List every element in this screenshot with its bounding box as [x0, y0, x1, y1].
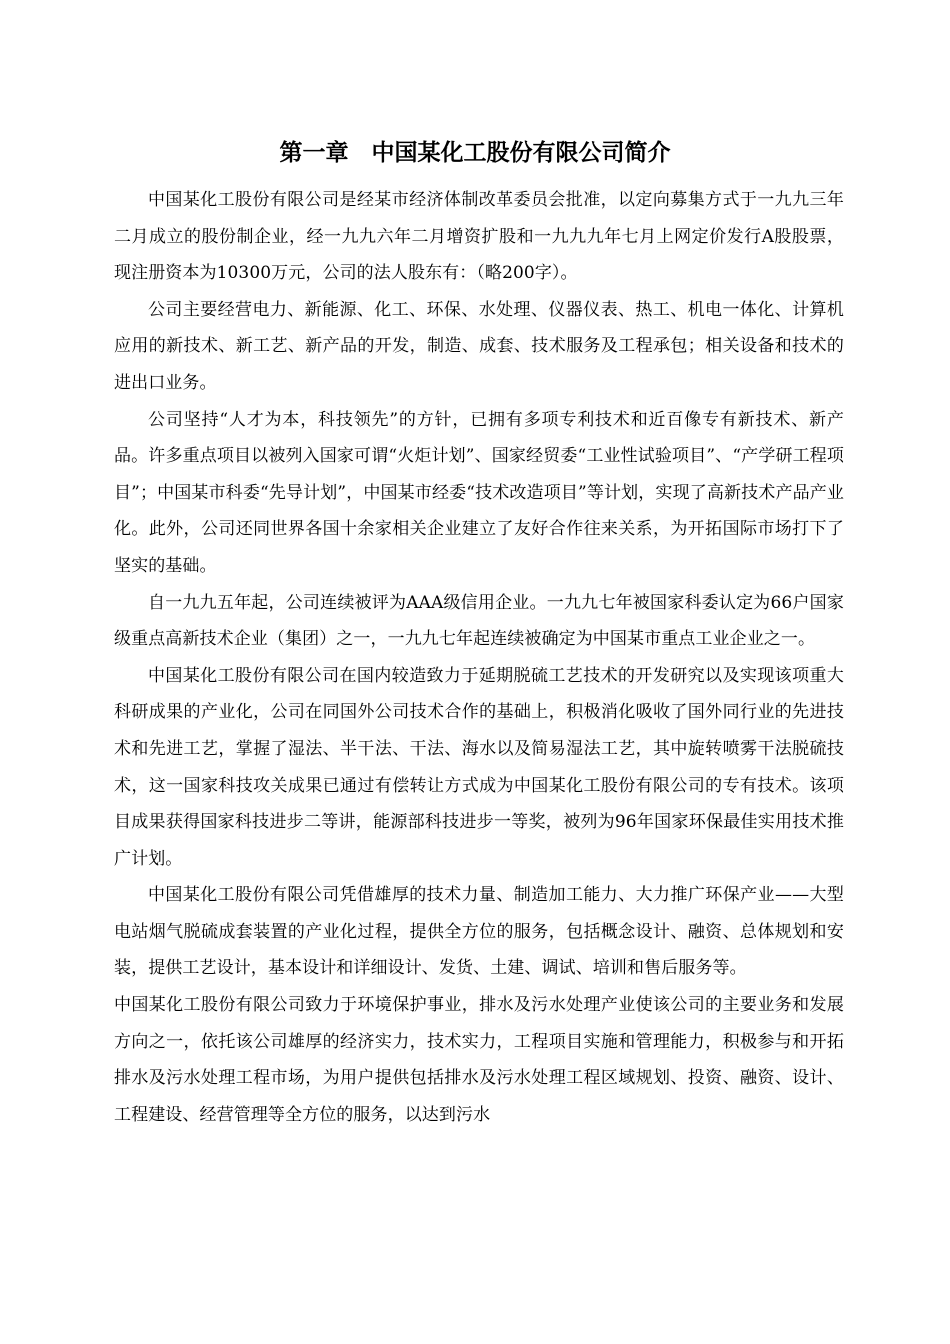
document-body [114, 182, 844, 1133]
paragraph-wastewater: 中国某化工股份有限公司致力于环境保护事业，排水及污水处理产业使该公司的主要业务和发展方向之一，依托该公司雄厚的经济实力，技术实力，工程项目实施和管理能力，积极参与和开拓排水及污水处理工程市场，为用户提供包括排水及污水处理工程区域规划、投资、融资、设计、工程建设、经营管理等全方位的服务，以达到污水 [114, 995, 844, 1125]
chapter-title: 第一章 中国某化工股份有限公司简介 [279, 140, 671, 166]
paragraph-business-scope: 公司主要经营电力、新能源、化工、环保、水处理、仪器仪表、热工、机电一体化、计算机应用的新技术、新工艺、新产品的开发，制造、成套、技术服务及工程承包；相关设备和技术的进出口业务。 [114, 299, 844, 393]
paragraph-technology-policy: 公司坚持“人才为本，科技领先”的方针，已拥有多项专利技术和近百像专有新技术、新产品。许多重点项目以被列入国家可谓“火炬计划”、国家经贸委“工业性试验项目”、“产学研工程项目”；中国某市科委“先导计划”，中国某市经委“技术改造项目”等计划，实现了高新技术产品产业化。此外，公司还同世界各国十余家相关企业建立了友好合作往来关系，为开拓国际市场打下了坚实的基础。 [114, 409, 844, 576]
paragraph-desulfurization-tech: 中国某化工股份有限公司在国内较造致力于延期脱硫工艺技术的开发研究以及实现该项重大科研成果的产业化，公司在同国外公司技术合作的基础上，积极消化吸收了国外同行业的先进技术和先进工艺，掌握了湿法、半干法、干法、海水以及简易湿法工艺，其中旋转喷雾干法脱硫技术，这一国家科技攻关成果已通过有偿转让方式成为中国某化工股份有限公司的专有技术。该项目成果获得国家科技进步二等讲，能源部科技进步一等奖，被列为96年国家环保最佳实用技术推广计划。 [114, 665, 844, 869]
paragraph-company-founding: 中国某化工股份有限公司是经某市经济体制改革委员会批准，以定向募集方式于一九九三年二月成立的股份制企业，经一九九六年二月增资扩股和一九九九年七月上网定价发行A股股票，现注册资本为10300万元，公司的法人股东有：（略200字）。 [114, 190, 844, 284]
paragraph-credit-rating: 自一九九五年起，公司连续被评为AAA级信用企业。一九九七年被国家科委认定为66户国家级重点高新技术企业（集团）之一，一九九七年起连续被确定为中国某市重点工业企业之一。 [114, 592, 844, 650]
paragraph-services: 中国某化工股份有限公司凭借雄厚的技术力量、制造加工能力、大力推广环保产业——大型电站烟气脱硫成套装置的产业化过程，提供全方位的服务，包括概念设计、融资、总体规划和安装，提供工艺设计，基本设计和详细设计、发货、土建、调试、培训和售后服务等。 [114, 885, 844, 979]
